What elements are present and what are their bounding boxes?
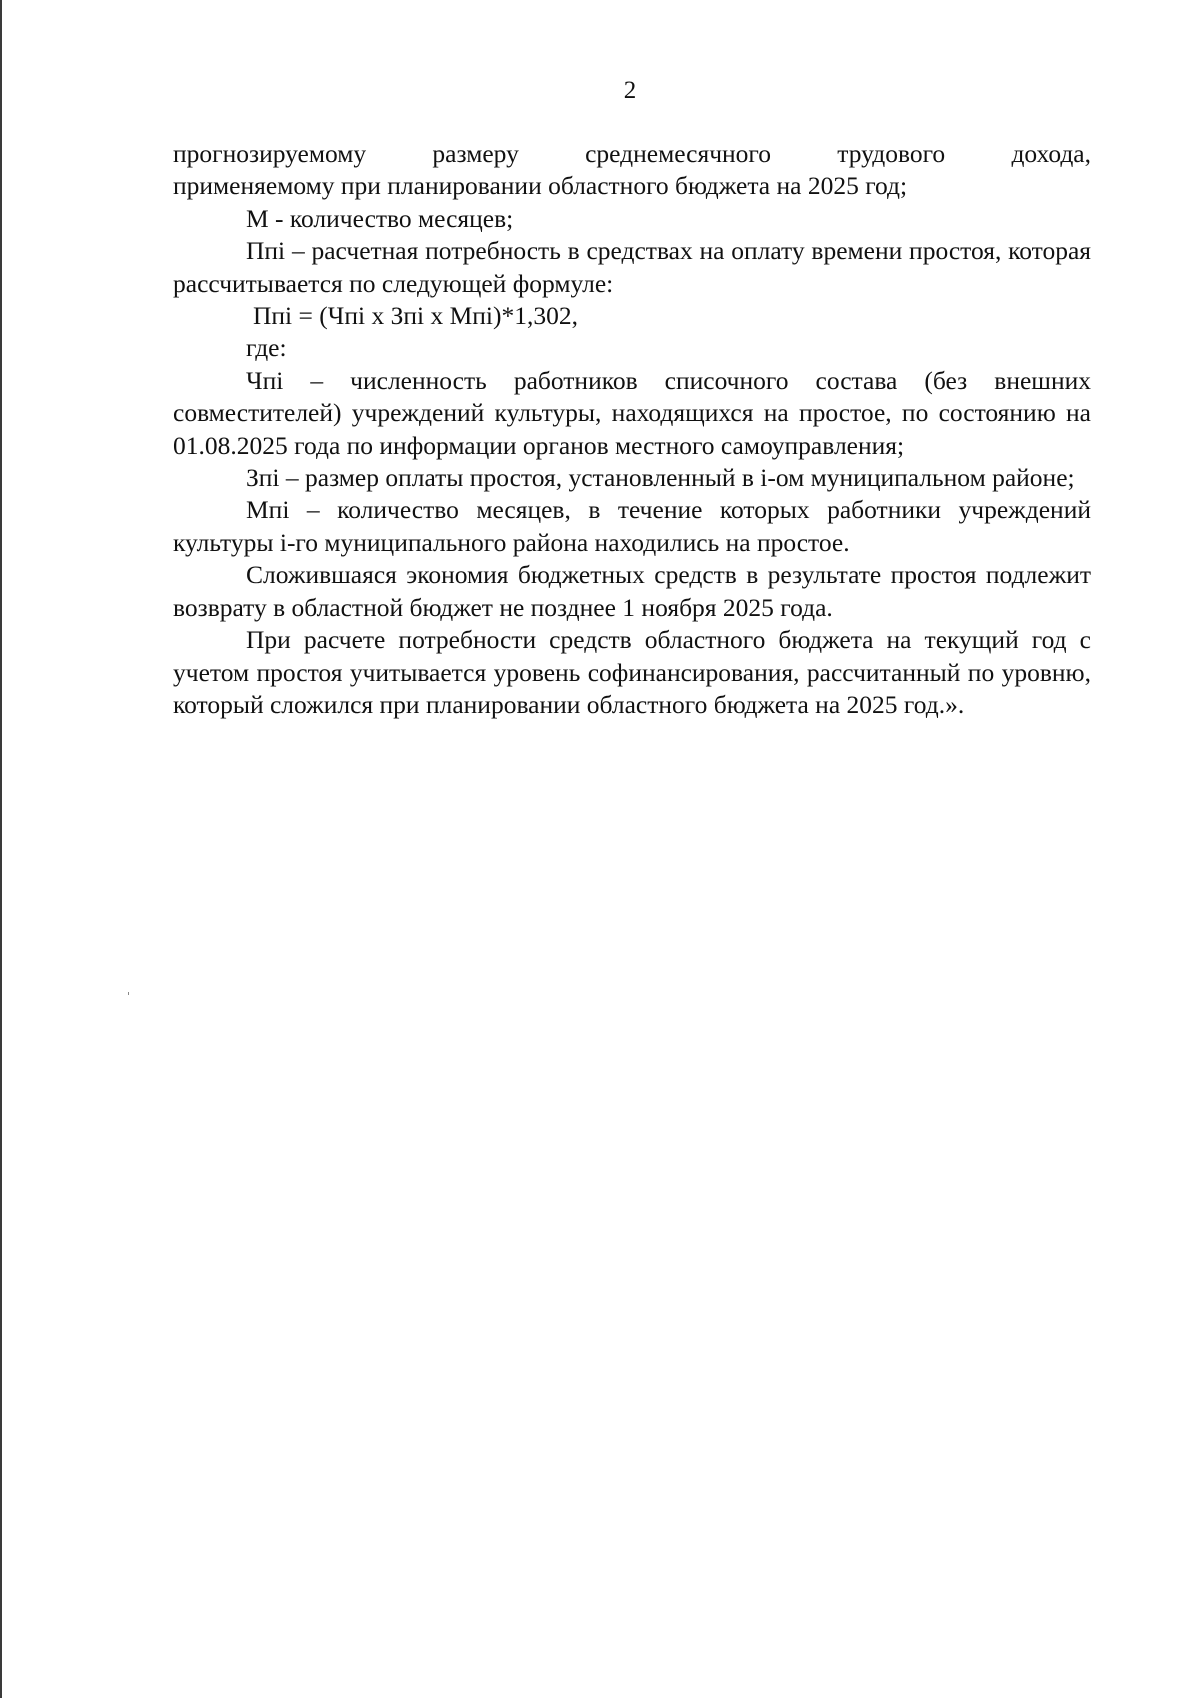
paragraph-downtime-months: Мпi – количество месяцев, в течение которых работники учреждений культуры i-го муниципального района находились на простое. bbox=[173, 495, 1091, 557]
paragraph-months: М - количество месяцев; bbox=[246, 203, 514, 233]
formula: Ппi = (Чпi х Зпi х Мпi)*1,302, bbox=[253, 301, 578, 331]
paragraph-savings-return: Сложившаяся экономия бюджетных средств в результате простоя подлежит возврату в областной бюджет не позднее 1 ноября 2025 года. bbox=[173, 560, 1091, 622]
paragraph-downtime-pay: Зпi – размер оплаты простоя, установленный в i-ом муниципальном районе; bbox=[246, 463, 1075, 493]
paragraph-cofinancing: При расчете потребности средств областного бюджета на текущий год с учетом простоя учитывается уровень софинансирования, рассчитанный по уровню, который сложился при планировании областного бюджета на 2025 год.». bbox=[173, 625, 1091, 719]
paragraph-headcount: Чпi – численность работников списочного состава (без внешних совместителей) учреждений культуры, находящихся на простое, по состоянию на 01.08.2025 года по информации органов местного самоуправления; bbox=[173, 365, 1091, 460]
document-body bbox=[173, 138, 1091, 721]
paragraph-downtime-need: Ппi – расчетная потребность в средствах на оплату времени простоя, которая рассчитывается по следующей формуле: bbox=[173, 236, 1091, 298]
paragraph-continuation-line1: прогнозируемому размеру среднемесячного трудового дохода, bbox=[173, 139, 1091, 168]
scan-edge bbox=[0, 0, 2, 1698]
paragraph-continuation-line2: применяемому при планировании областного бюджета на 2025 год; bbox=[173, 171, 908, 201]
scan-speck bbox=[128, 992, 129, 995]
where-label: где: bbox=[246, 333, 287, 363]
page-number: 2 bbox=[623, 77, 637, 104]
